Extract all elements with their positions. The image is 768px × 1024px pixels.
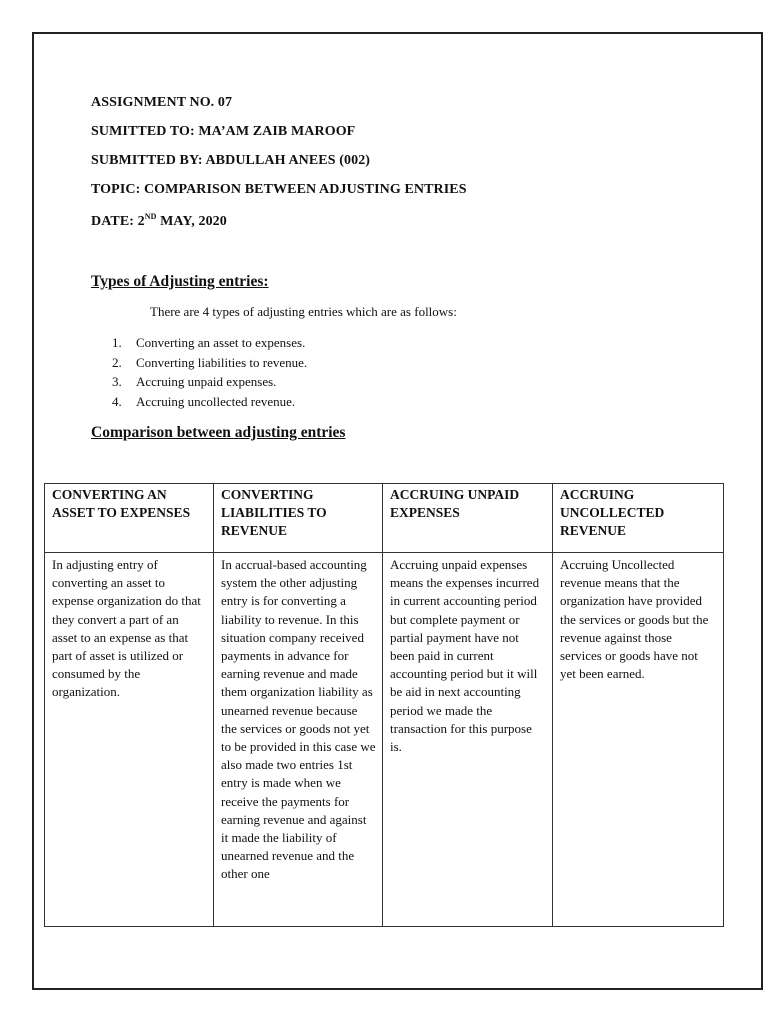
list-text: Converting liabilities to revenue. (136, 354, 308, 370)
list-number: 4. (112, 393, 122, 409)
table-row (45, 553, 724, 927)
column-header: CONVERTING LIABILITIES TO REVENUE (214, 484, 383, 553)
list-text: Accruing unpaid expenses. (136, 374, 277, 389)
date-ordinal: ND (144, 212, 157, 221)
table-cell: Accruing unpaid expenses means the expenses incurred in current accounting period but complete payment or partial payment have not been paid in current accounting period but it will be aid in next accounting period we made the transaction for this purpose is. (383, 553, 553, 927)
types-intro: There are 4 types of adjusting entries which are as follows: (150, 304, 457, 319)
assignment-number: ASSIGNMENT NO. 07 (91, 95, 233, 110)
column-header: CONVERTING AN ASSET TO EXPENSES (45, 484, 214, 553)
column-header: ACCRUING UNPAID EXPENSES (383, 484, 553, 553)
comparison-heading: Comparison between adjusting entries (91, 424, 346, 441)
list-item (112, 353, 307, 373)
list-text: Converting an asset to expenses. (136, 335, 306, 350)
table-cell: In accrual-based accounting system the other adjusting entry is for converting a liability to revenue. In this situation company received payments in advance for earning revenue and made them organization liability as unearned revenue because the services or goods not yet to be provided in this case we also made two entries 1st entry is made when we receive the payments for earning revenue and against it made the liability of unearned revenue and the other one (214, 553, 383, 927)
list-item (112, 372, 307, 392)
list-number: 2. (112, 354, 122, 370)
date-prefix: DATE: 2 (91, 214, 145, 229)
table-cell: Accruing Uncollected revenue means that the organization have provided the services or goods but the revenue against those services or goods have not yet been earned. (553, 553, 724, 927)
comparison-table (44, 483, 724, 927)
list-text: Accruing uncollected revenue. (136, 393, 296, 409)
types-list (112, 333, 307, 411)
topic: TOPIC: COMPARISON BETWEEN ADJUSTING ENTRIES (91, 182, 467, 197)
types-heading: Types of Adjusting entries: (91, 273, 269, 290)
date-suffix: MAY, 2020 (156, 214, 227, 229)
list-item (112, 333, 307, 353)
date (91, 212, 227, 230)
table-cell: In adjusting entry of converting an asset to expense organization do that they convert a part of an asset to an expense as that part of asset is utilized or consumed by the organization. (45, 553, 214, 927)
list-number: 3. (112, 374, 122, 389)
submitted-to: SUMITTED TO: MA’AM ZAIB MAROOF (91, 124, 356, 139)
submitted-by: SUBMITTED BY: ABDULLAH ANEES (002) (91, 153, 371, 168)
column-header: ACCRUING UNCOLLECTED REVENUE (553, 484, 724, 553)
list-item (112, 392, 307, 412)
list-number: 1. (112, 335, 122, 350)
table-header-row (45, 484, 724, 553)
